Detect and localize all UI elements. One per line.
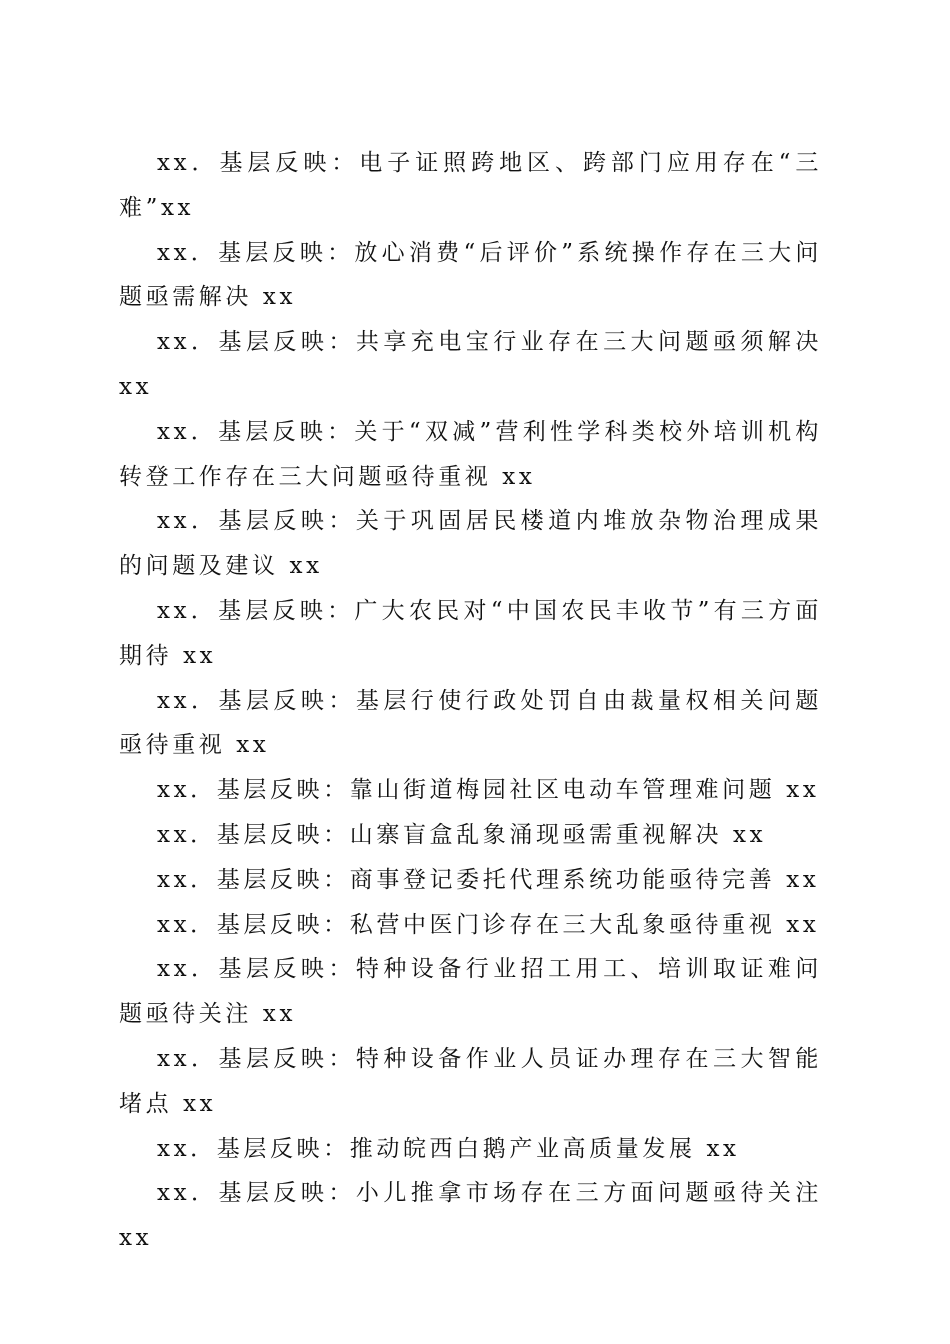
list-item: xx．基层反映：共享充电宝行业存在三大问题亟须解决 xx: [119, 329, 822, 400]
list-item: xx．基层反映：推动皖西白鹅产业高质量发展 xx: [157, 1135, 740, 1162]
list-item: xx．基层反映：基层行使行政处罚自由裁量权相关问题亟待重视 xx: [119, 687, 822, 759]
list-item: xx．基层反映：关于巩固居民楼道内堆放杂物治理成果的问题及建议 xx: [119, 508, 822, 580]
list-item: xx．基层反映：广大农民对“中国农民丰收节”有三方面期待 xx: [119, 597, 822, 669]
list-item: xx．基层反映：放心消费“后评价”系统操作存在三大问题亟需解决 xx: [119, 239, 822, 311]
list-item: xx．基层反映：电子证照跨地区、跨部门应用存在“三难”xx: [119, 150, 822, 221]
list-item: xx．基层反映：关于“双减”营利性学科类校外培训机构转登工作存在三大问题亟待重视 xx: [119, 418, 822, 490]
list-item: xx．基层反映：商事登记委托代理系统功能亟待完善 xx: [157, 866, 820, 893]
list-item: xx．基层反映：山寨盲盒乱象涌现亟需重视解决 xx: [157, 821, 767, 848]
list-item: xx．基层反映：特种设备作业人员证办理存在三大智能堵点 xx: [119, 1045, 822, 1117]
list-item: xx．基层反映：私营中医门诊存在三大乱象亟待重视 xx: [157, 911, 820, 938]
list-item: xx．基层反映：特种设备行业招工用工、培训取证难问题亟待关注 xx: [119, 956, 822, 1028]
list-item: xx．基层反映：小儿推拿市场存在三方面问题亟待关注 xx: [119, 1180, 822, 1252]
list-item: xx．基层反映：靠山街道梅园社区电动车管理难问题 xx: [157, 777, 820, 804]
